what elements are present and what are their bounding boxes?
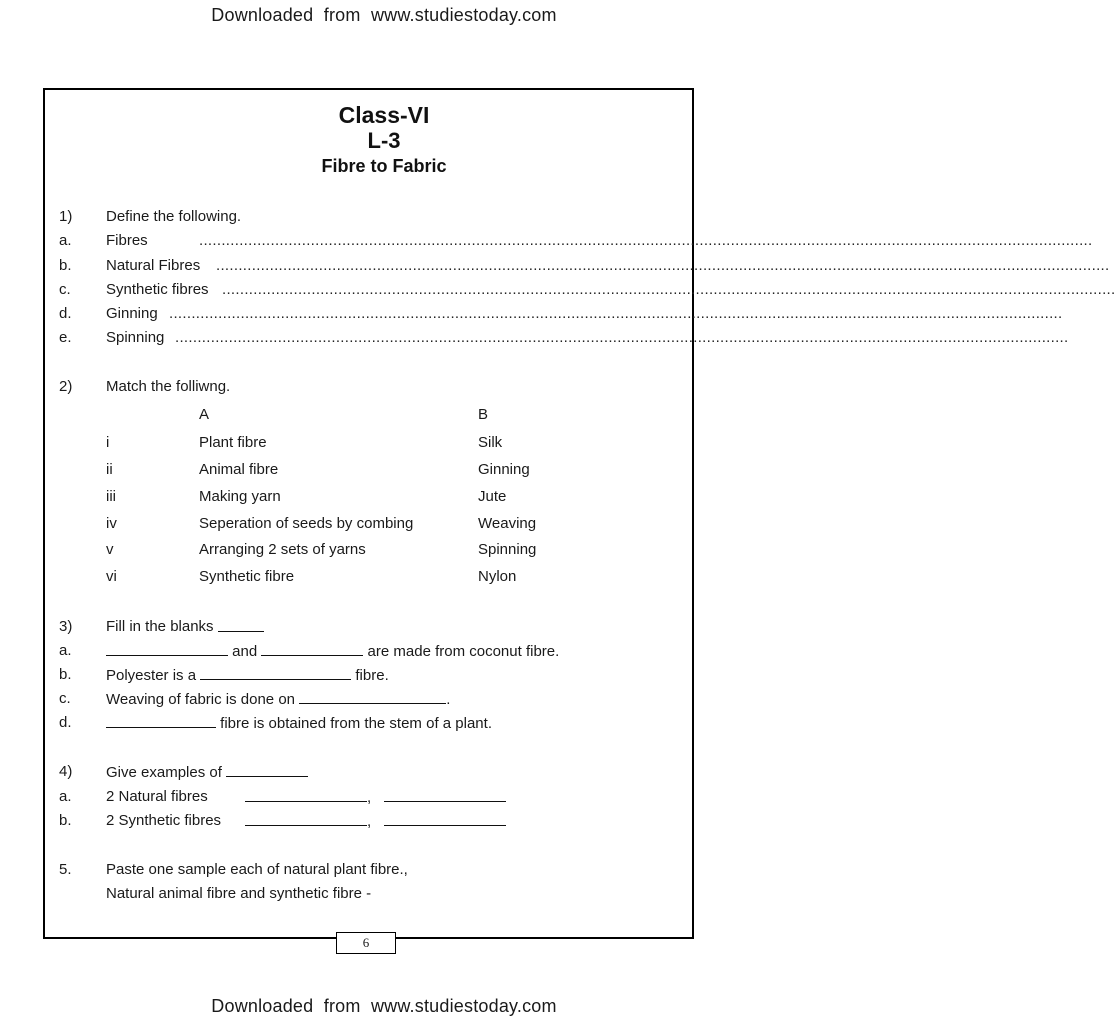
q5-text-line1: Paste one sample each of natural plant fibre.,	[106, 861, 408, 878]
class-title: Class-VI	[338, 102, 430, 128]
match-row	[0, 513, 768, 535]
column-b-cell: Weaving	[478, 515, 537, 532]
item-letter: c.	[59, 690, 71, 707]
column-b-header: B	[478, 406, 489, 423]
match-row	[0, 539, 768, 561]
column-b-cell: Spinning	[478, 541, 537, 558]
answer-blank[interactable]	[106, 712, 216, 728]
answer-blank[interactable]	[200, 664, 351, 680]
q3-item-b	[0, 664, 768, 686]
q1-item-d	[0, 303, 1063, 325]
item-term: Ginning	[106, 305, 158, 322]
item-letter: e.	[59, 329, 72, 346]
q3-heading	[0, 616, 768, 638]
q1-prompt: Define the following.	[106, 208, 242, 225]
item-letter: d.	[59, 714, 72, 731]
item-term: Synthetic fibres	[106, 281, 209, 298]
column-a-cell: Seperation of seeds by combing	[199, 515, 414, 532]
q4-item-a	[0, 786, 768, 808]
q5-text-line2: Natural animal fibre and synthetic fibre -	[106, 885, 372, 902]
row-roman: ii	[106, 461, 113, 478]
q5-line-1	[0, 859, 768, 881]
q5-line-2	[0, 883, 768, 905]
answer-blank[interactable]	[384, 786, 506, 802]
row-roman: iii	[106, 488, 116, 505]
row-roman: vi	[106, 568, 117, 585]
column-a-cell: Plant fibre	[199, 434, 267, 451]
q3a-ending: are made from coconut fibre.	[367, 643, 560, 660]
q4-item-b	[0, 810, 768, 832]
lesson-title: L-3	[367, 128, 401, 153]
match-row	[0, 566, 768, 588]
answer-dotted-line[interactable]: ........................................................................................................................................................................................................	[222, 281, 1116, 298]
column-a-cell: Synthetic fibre	[199, 568, 295, 585]
q3-number: 3)	[59, 618, 73, 635]
column-b-cell: Jute	[478, 488, 507, 505]
answer-dotted-line[interactable]: ........................................................................................................................................................................................................	[216, 257, 1110, 274]
header-watermark: Downloaded from www.studiestoday.com	[211, 5, 557, 25]
row-roman: i	[106, 434, 110, 451]
q3-item-c	[0, 688, 768, 710]
match-row	[0, 432, 768, 454]
q4-heading	[0, 761, 768, 783]
answer-dotted-line[interactable]: ........................................................................................................................................................................................................	[199, 232, 1093, 249]
item-letter: b.	[59, 812, 72, 829]
comma-separator: ,	[367, 813, 372, 830]
item-letter: d.	[59, 305, 72, 322]
column-b-cell: Silk	[478, 434, 503, 451]
answer-blank[interactable]	[299, 688, 446, 704]
q1-item-a	[0, 230, 1093, 252]
item-letter: b.	[59, 666, 72, 683]
column-b-cell: Nylon	[478, 568, 517, 585]
answer-blank[interactable]	[261, 640, 363, 656]
q3-item-a	[0, 640, 768, 662]
answer-dotted-line[interactable]: ........................................................................................................................................................................................................	[169, 305, 1063, 322]
q1-heading	[0, 206, 768, 228]
row-roman: iv	[106, 515, 117, 532]
item-letter: b.	[59, 257, 72, 274]
q2-prompt: Match the folliwng.	[106, 378, 231, 395]
footer-watermark: Downloaded from www.studiestoday.com	[211, 996, 557, 1016]
q4-prompt: Give examples of	[106, 764, 222, 781]
item-term: Spinning	[106, 329, 165, 346]
comma-separator: ,	[367, 789, 372, 806]
answer-blank[interactable]	[106, 640, 228, 656]
q1-item-e	[0, 327, 1069, 349]
row-roman: v	[106, 541, 114, 558]
q3-item-d	[0, 712, 768, 734]
column-a-cell: Arranging 2 sets of yarns	[199, 541, 366, 558]
item-letter: a.	[59, 642, 72, 659]
answer-dotted-line[interactable]: ........................................................................................................................................................................................................	[175, 329, 1069, 346]
q1-number: 1)	[59, 208, 73, 225]
prompt-blank	[218, 616, 264, 632]
match-row	[0, 486, 768, 508]
prompt-blank	[226, 761, 308, 777]
q4-number: 4)	[59, 763, 73, 780]
item-letter: a.	[59, 788, 72, 805]
match-row	[0, 459, 768, 481]
q2-heading	[0, 376, 768, 398]
q1-item-c	[0, 279, 1116, 301]
q5-number: 5.	[59, 861, 72, 878]
item-letter: a.	[59, 232, 72, 249]
answer-blank[interactable]	[384, 810, 506, 826]
item-letter: c.	[59, 281, 71, 298]
answer-blank[interactable]	[245, 786, 367, 802]
q3-prompt: Fill in the blanks	[106, 618, 214, 635]
item-term: Fibres	[106, 232, 148, 249]
item-term: Natural Fibres	[106, 257, 201, 274]
column-a-cell: Animal fibre	[199, 461, 279, 478]
q3d-ending: fibre is obtained from the stem of a plant.	[220, 715, 492, 732]
q4b-label: 2 Synthetic fibres	[106, 812, 222, 829]
match-column-headers	[0, 404, 768, 426]
q3c-start: Weaving of fabric is done on	[106, 691, 296, 708]
column-a-header: A	[199, 406, 210, 423]
column-a-cell: Making yarn	[199, 488, 281, 505]
q1-item-b	[0, 255, 1110, 277]
q3c-ending: .	[446, 691, 451, 708]
column-b-cell: Ginning	[478, 461, 530, 478]
answer-blank[interactable]	[245, 810, 367, 826]
q2-number: 2)	[59, 378, 73, 395]
q4a-label: 2 Natural fibres	[106, 788, 208, 805]
q3b-start: Polyester is a	[106, 667, 197, 684]
q3a-connector: and	[232, 643, 258, 660]
chapter-title: Fibre to Fabric	[321, 156, 447, 176]
page-number: 6	[336, 932, 396, 954]
q3b-ending: fibre.	[355, 667, 389, 684]
